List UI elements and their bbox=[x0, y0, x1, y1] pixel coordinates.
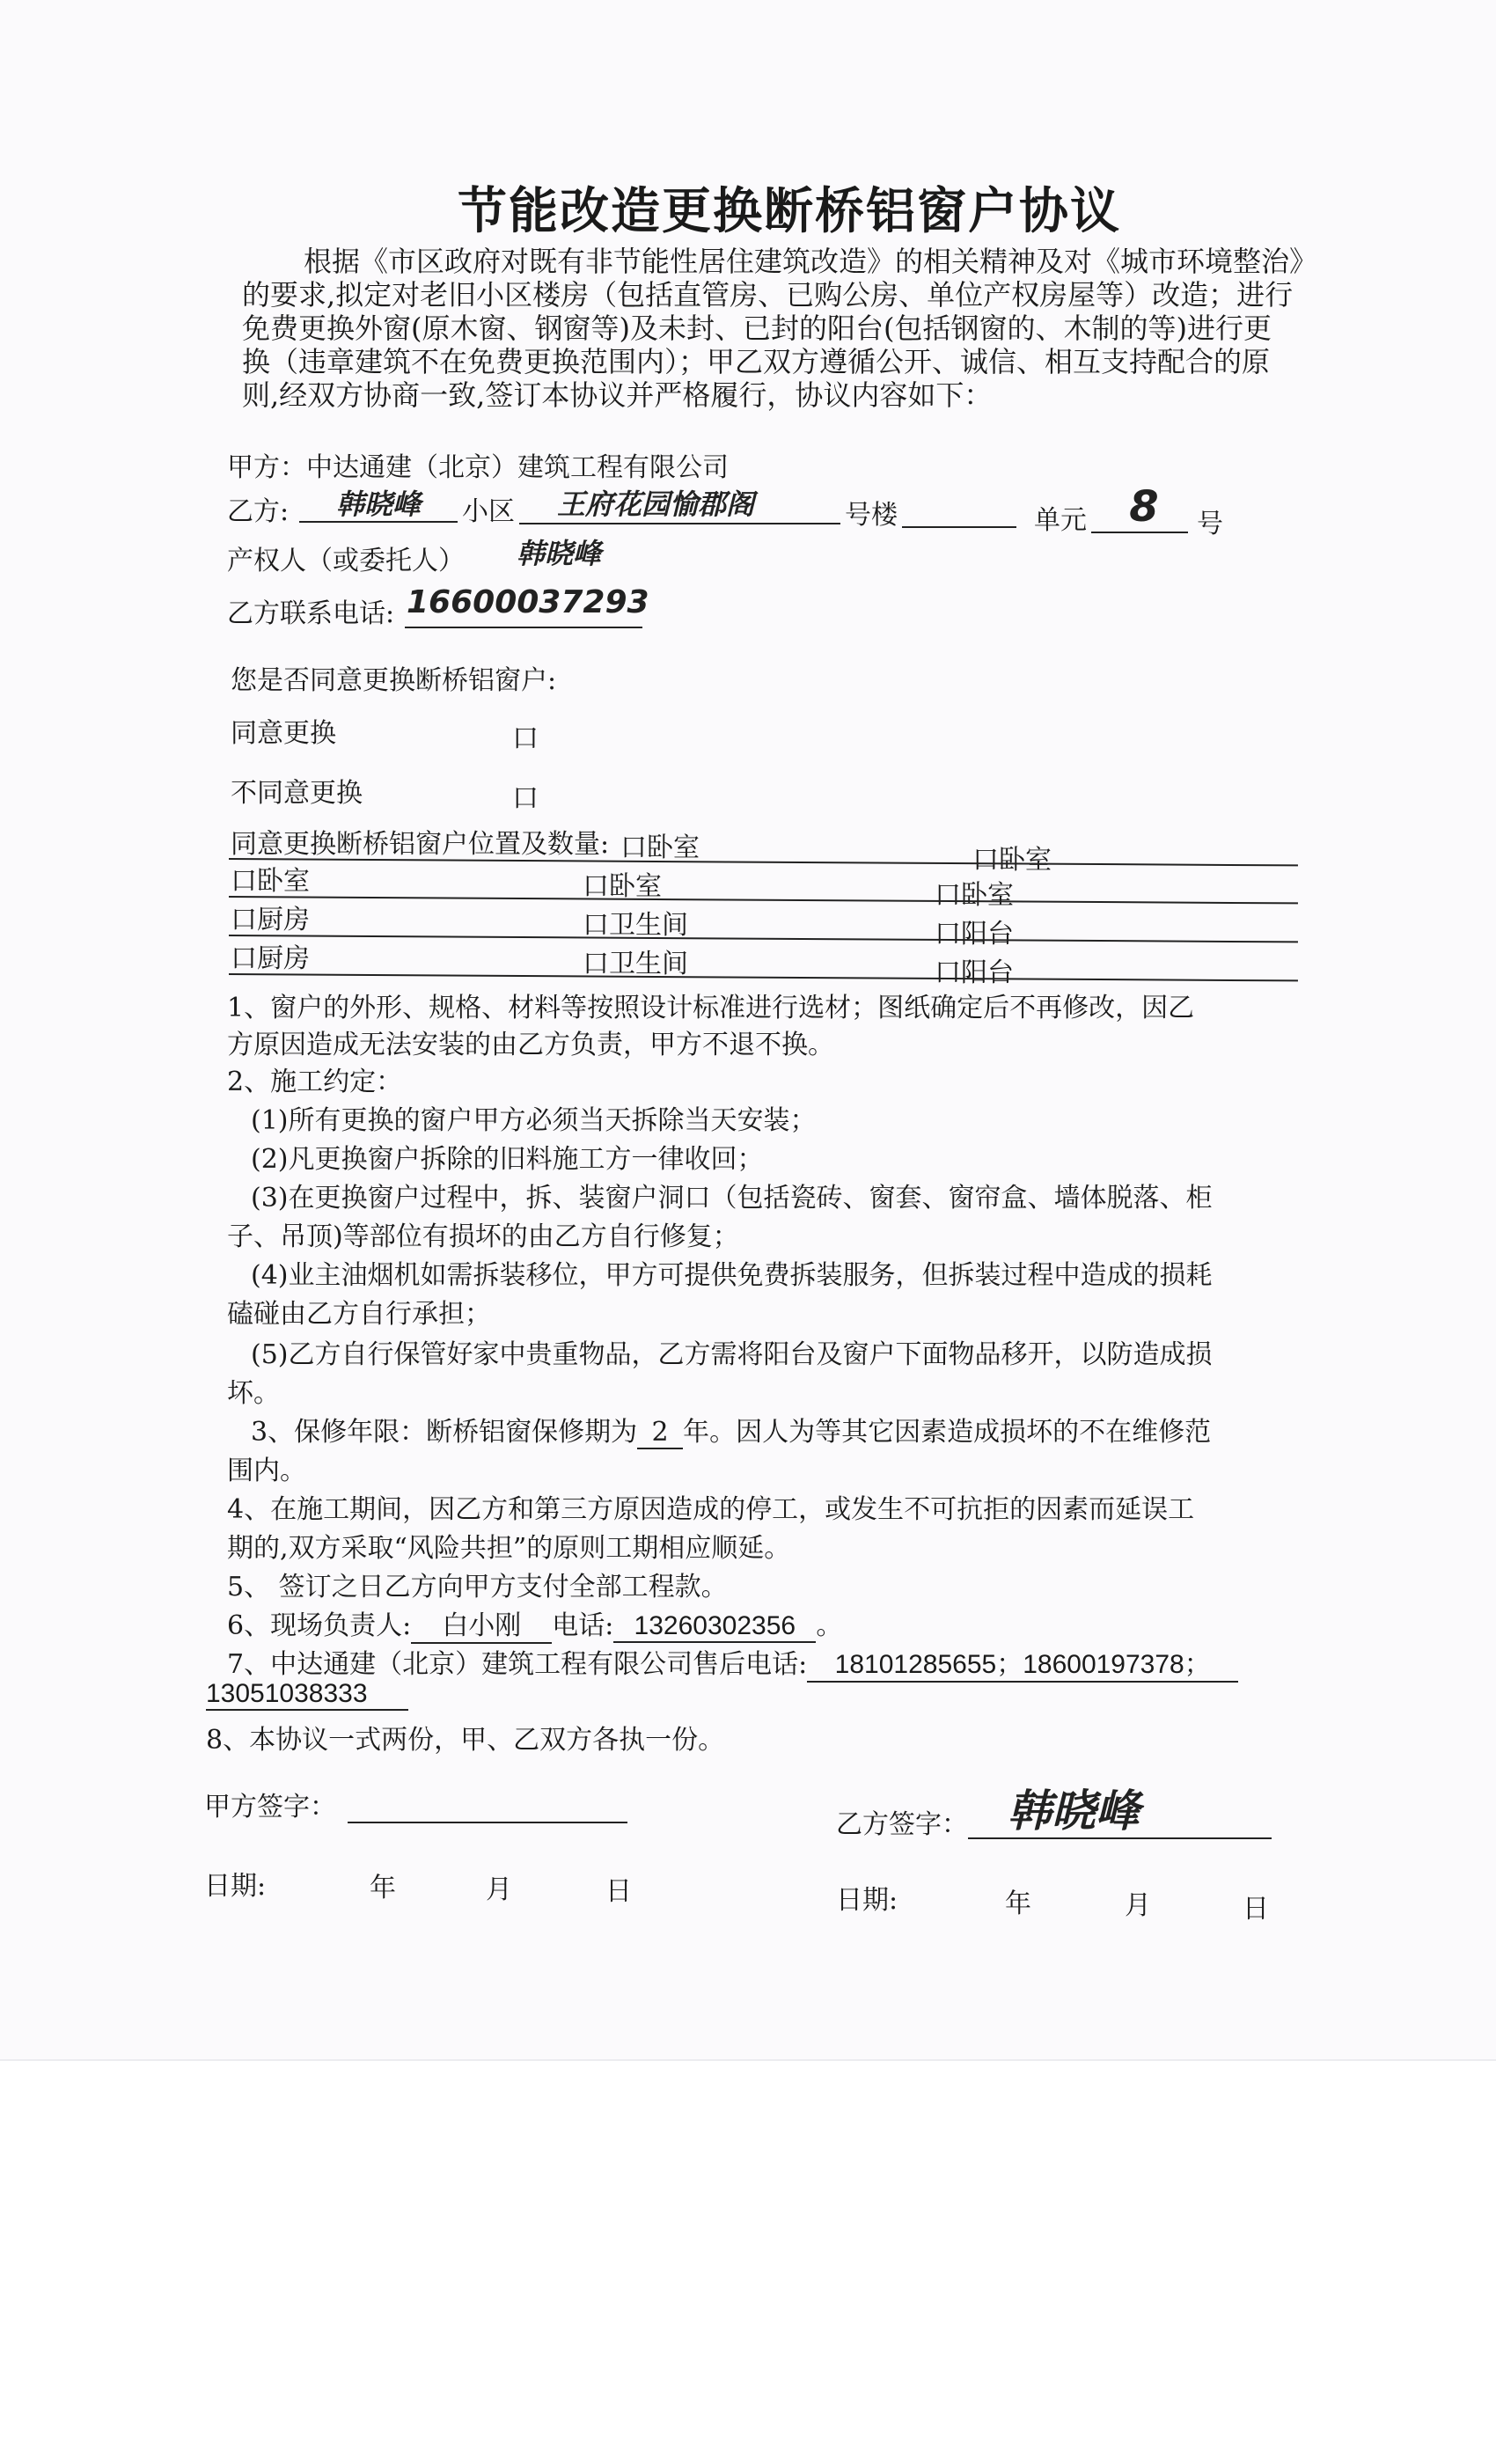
party-a-date-month: 月 bbox=[486, 1874, 512, 1905]
clause-2-3-line-2: 子、吊顶)等部位有损坏的由乙方自行修复； bbox=[227, 1221, 739, 1252]
clause-2-2: (2)凡更换窗户拆除的旧料施工方一律收回； bbox=[251, 1144, 764, 1175]
table-rule-3 bbox=[229, 935, 1298, 942]
clause-6 bbox=[227, 1603, 842, 1644]
party-a-date-label: 日期: bbox=[204, 1871, 267, 1902]
owner-label: 产权人（或委托人） bbox=[227, 546, 465, 576]
clause-2-5-line-1: (5)乙方自行保管好家中贵重物品，乙方需将阳台及窗户下面物品移开，以防造成损 bbox=[251, 1339, 1213, 1370]
intro-line-1: 根据《市区政府对既有非节能性居住建筑改造》的相关精神及对《城市环境整治》 bbox=[304, 245, 1318, 278]
clause-1-line-2: 方原因造成无法安装的由乙方负责，甲方不退不换。 bbox=[227, 1030, 834, 1060]
clause-3-text-a: 3、保修年限：断桥铝窗保修期为 bbox=[251, 1417, 638, 1448]
clause-2-3-line-1: (3)在更换窗户过程中，拆、装窗户洞口（包括瓷砖、窗套、窗帘盒、墙体脱落、柜 bbox=[251, 1183, 1213, 1214]
clause-6-label: 6、现场负责人: bbox=[227, 1610, 412, 1641]
intro-line-5: 则,经双方协商一致,签订本协议并严格履行，协议内容如下： bbox=[242, 378, 993, 412]
party-b-signature-handwritten: 韩晓峰 bbox=[1008, 1786, 1140, 1837]
party-b-name-handwritten: 韩晓峰 bbox=[335, 488, 421, 521]
clause-2-4-line-1: (4)业主油烟机如需拆装移位，甲方可提供免费拆装服务，但拆装过程中造成的损耗 bbox=[251, 1260, 1213, 1291]
owner-handwritten: 韩晓峰 bbox=[516, 537, 601, 570]
clause-6-end: 。 bbox=[816, 1610, 843, 1641]
table-rule-1 bbox=[229, 858, 1298, 866]
party-b-date-month: 月 bbox=[1125, 1890, 1151, 1921]
option-agree-checkbox[interactable]: 口 bbox=[512, 723, 539, 754]
party-b-date-label: 日期: bbox=[836, 1885, 898, 1916]
clause-3-line-1 bbox=[251, 1410, 1211, 1449]
community-handwritten: 王府花园愉郡阁 bbox=[556, 488, 754, 521]
clause-4-line-2: 期的,双方采取“风险共担”的原则工期相应顺延。 bbox=[227, 1533, 791, 1564]
window-bedroom-4: 口卧室 bbox=[583, 871, 662, 902]
table-rule-2 bbox=[229, 896, 1298, 904]
clause-2-4-line-2: 磕碰由乙方自行承担； bbox=[227, 1299, 491, 1330]
clause-2-heading: 2、施工约定： bbox=[227, 1067, 403, 1097]
window-bathroom-2: 口卫生间 bbox=[583, 949, 688, 979]
intro-line-3: 免费更换外窗(原木窗、钢窗等)及未封、已封的阳台(包括钢窗的、木制的等)进行更 bbox=[242, 312, 1272, 345]
building-label: 号楼 bbox=[845, 500, 898, 531]
site-manager-phone: 13260302356 bbox=[613, 1611, 816, 1643]
party-a-signature-label: 甲方签字： bbox=[204, 1792, 336, 1822]
clause-1-line-1: 1、窗户的外形、规格、材料等按照设计标准进行选材；图纸确定后不再修改，因乙 bbox=[227, 993, 1195, 1023]
phone-label: 乙方联系电话: bbox=[227, 598, 395, 629]
intro-line-2: 的要求,拟定对老旧小区楼房（包括直管房、已购公房、单位产权房屋等）改造；进行 bbox=[242, 278, 1294, 312]
phone-underline bbox=[405, 627, 642, 628]
clause-3-text-b: 年。因人为等其它因素造成损坏的不在维修范 bbox=[683, 1417, 1212, 1448]
party-b-date-day: 日 bbox=[1243, 1894, 1269, 1925]
unit-label: 单元 bbox=[1034, 505, 1087, 536]
unit-handwritten: 8 bbox=[1129, 482, 1159, 532]
community-label: 小区 bbox=[462, 496, 515, 527]
clause-7-label: 7、中达通建（北京）建筑工程有限公司售后电话: bbox=[227, 1649, 808, 1680]
table-rule-4 bbox=[229, 973, 1298, 981]
question-text: 您是否同意更换断桥铝窗户: bbox=[231, 665, 557, 696]
window-position-label: 同意更换断桥铝窗户位置及数量: bbox=[231, 829, 610, 860]
window-bedroom-3: 口卧室 bbox=[231, 866, 310, 897]
clause-8: 8、本协议一式两份，甲、乙双方各执一份。 bbox=[206, 1725, 725, 1756]
after-sales-phone-3: 13051038333 bbox=[206, 1679, 408, 1711]
party-a-date-day: 日 bbox=[605, 1876, 632, 1907]
window-kitchen-1: 口厨房 bbox=[231, 905, 310, 935]
party-a-date-year: 年 bbox=[370, 1873, 396, 1903]
window-bedroom-5: 口卧室 bbox=[935, 880, 1014, 911]
party-b-date-year: 年 bbox=[1005, 1888, 1031, 1919]
clause-3-line-2: 围内。 bbox=[227, 1456, 306, 1486]
window-bathroom-1: 口卫生间 bbox=[583, 910, 688, 941]
building-underline bbox=[902, 526, 1016, 528]
intro-line-4: 换（违章建筑不在免费更换范围内）；甲乙双方遵循公开、诚信、相互支持配合的原 bbox=[242, 345, 1271, 378]
site-manager-name: 白小刚 bbox=[411, 1603, 552, 1644]
option-agree-label: 同意更换 bbox=[231, 718, 336, 749]
warranty-years: 2 bbox=[637, 1417, 683, 1449]
unit-underline bbox=[1091, 532, 1188, 533]
community-underline bbox=[519, 523, 840, 524]
clause-2-1: (1)所有更换的窗户甲方必须当天拆除当天安装； bbox=[251, 1105, 817, 1136]
clause-7 bbox=[227, 1642, 1238, 1683]
option-disagree-label: 不同意更换 bbox=[231, 778, 363, 809]
window-bedroom-1: 口卧室 bbox=[620, 832, 700, 863]
party-b-signature-label: 乙方签字： bbox=[836, 1809, 968, 1840]
phone-handwritten: 16600037293 bbox=[407, 584, 649, 620]
window-bedroom-2: 口卧室 bbox=[972, 845, 1052, 876]
clause-4-line-1: 4、在施工期间，因乙方和第三方原因造成的停工，或发生不可抗拒的因素而延误工 bbox=[227, 1494, 1195, 1525]
window-balcony-1: 口阳台 bbox=[935, 919, 1014, 950]
after-sales-phones: 18101285655；18600197378； bbox=[807, 1642, 1238, 1683]
party-b-label: 乙方: bbox=[227, 496, 290, 527]
clause-5: 5、 签订之日乙方向甲方支付全部工程款。 bbox=[227, 1572, 728, 1602]
window-balcony-2: 口阳台 bbox=[935, 957, 1014, 988]
option-disagree-checkbox[interactable]: 口 bbox=[512, 783, 539, 814]
document-title: 节能改造更换断桥铝窗户协议 bbox=[458, 182, 1121, 240]
number-label: 号 bbox=[1197, 509, 1223, 539]
clause-6-tel-label: 电话: bbox=[552, 1610, 614, 1641]
party-a: 甲方：中达通建（北京）建筑工程有限公司 bbox=[227, 452, 729, 483]
clause-2-5-line-2: 坏。 bbox=[227, 1378, 280, 1409]
party-a-signature-line[interactable] bbox=[348, 1822, 627, 1823]
window-kitchen-2: 口厨房 bbox=[231, 943, 310, 974]
